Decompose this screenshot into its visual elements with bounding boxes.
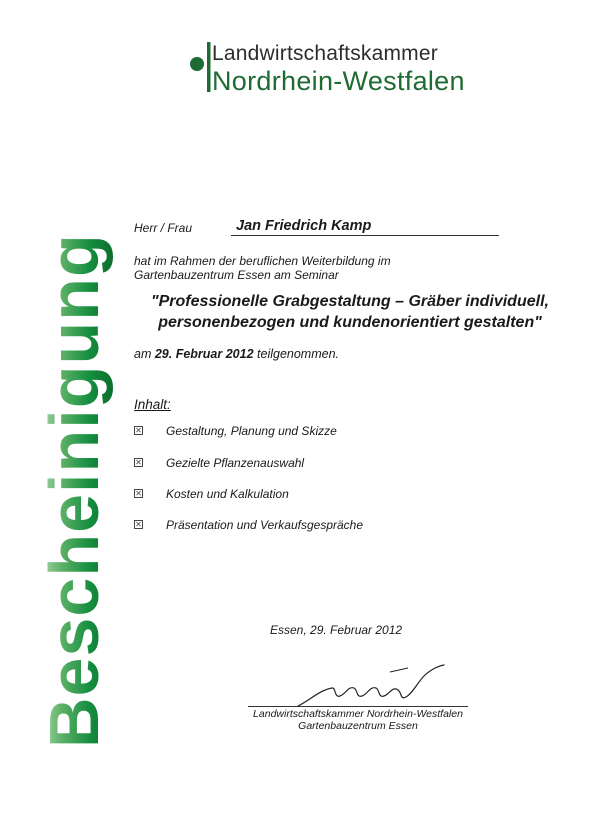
issuer-unit: Gartenbauzentrum Essen	[298, 720, 418, 732]
content-item-label: Kosten und Kalkulation	[166, 487, 289, 501]
checkbox-checked-icon: ✕	[135, 489, 142, 498]
content-item-label: Gezielte Pflanzenauswahl	[166, 456, 305, 470]
logo-text-line1: Landwirtschaftskammer	[212, 42, 438, 65]
attendance-sentence	[134, 347, 339, 361]
seminar-title	[130, 291, 570, 333]
content-item-label: Präsentation und Verkaufsgespräche	[166, 518, 364, 532]
context-text-line1: hat im Rahmen der beruflichen Weiterbildung im	[134, 254, 391, 268]
date-prefix: am	[134, 347, 152, 361]
seminar-title-line2: personenbezogen und kundenorientiert gestalten"	[158, 314, 542, 331]
chamber-logo	[188, 40, 548, 100]
name-underline	[231, 235, 499, 236]
checkbox-checked-icon: ✕	[135, 426, 142, 435]
signature-icon	[290, 664, 450, 709]
checkbox-checked-icon: ✕	[135, 520, 142, 529]
seminar-title-line1: "Professionelle Grabgestaltung – Gräber individuell,	[151, 293, 549, 310]
contents-heading: Inhalt:	[134, 397, 171, 412]
context-text-line2: Gartenbauzentrum Essen am Seminar	[134, 268, 339, 282]
content-item-label: Gestaltung, Planung und Skizze	[166, 424, 337, 438]
list-item	[134, 456, 434, 472]
checkbox-checked-icon: ✕	[135, 458, 142, 467]
place-and-date: Essen, 29. Februar 2012	[270, 623, 403, 637]
list-item	[134, 487, 434, 503]
list-item	[134, 518, 434, 534]
signature-line	[248, 706, 468, 707]
certificate-title: Bescheinigung	[35, 233, 113, 748]
logo-text-line2: Nordrhein-Westfalen	[212, 66, 465, 96]
salutation-label: Herr / Frau	[134, 221, 193, 235]
seminar-date: 29. Februar 2012	[154, 347, 254, 361]
date-suffix: teilgenommen.	[257, 347, 340, 361]
recipient-name: Jan Friedrich Kamp	[236, 218, 372, 234]
issuer-name: Landwirtschaftskammer Nordrhein-Westfalen	[253, 708, 463, 720]
list-item	[134, 424, 434, 440]
